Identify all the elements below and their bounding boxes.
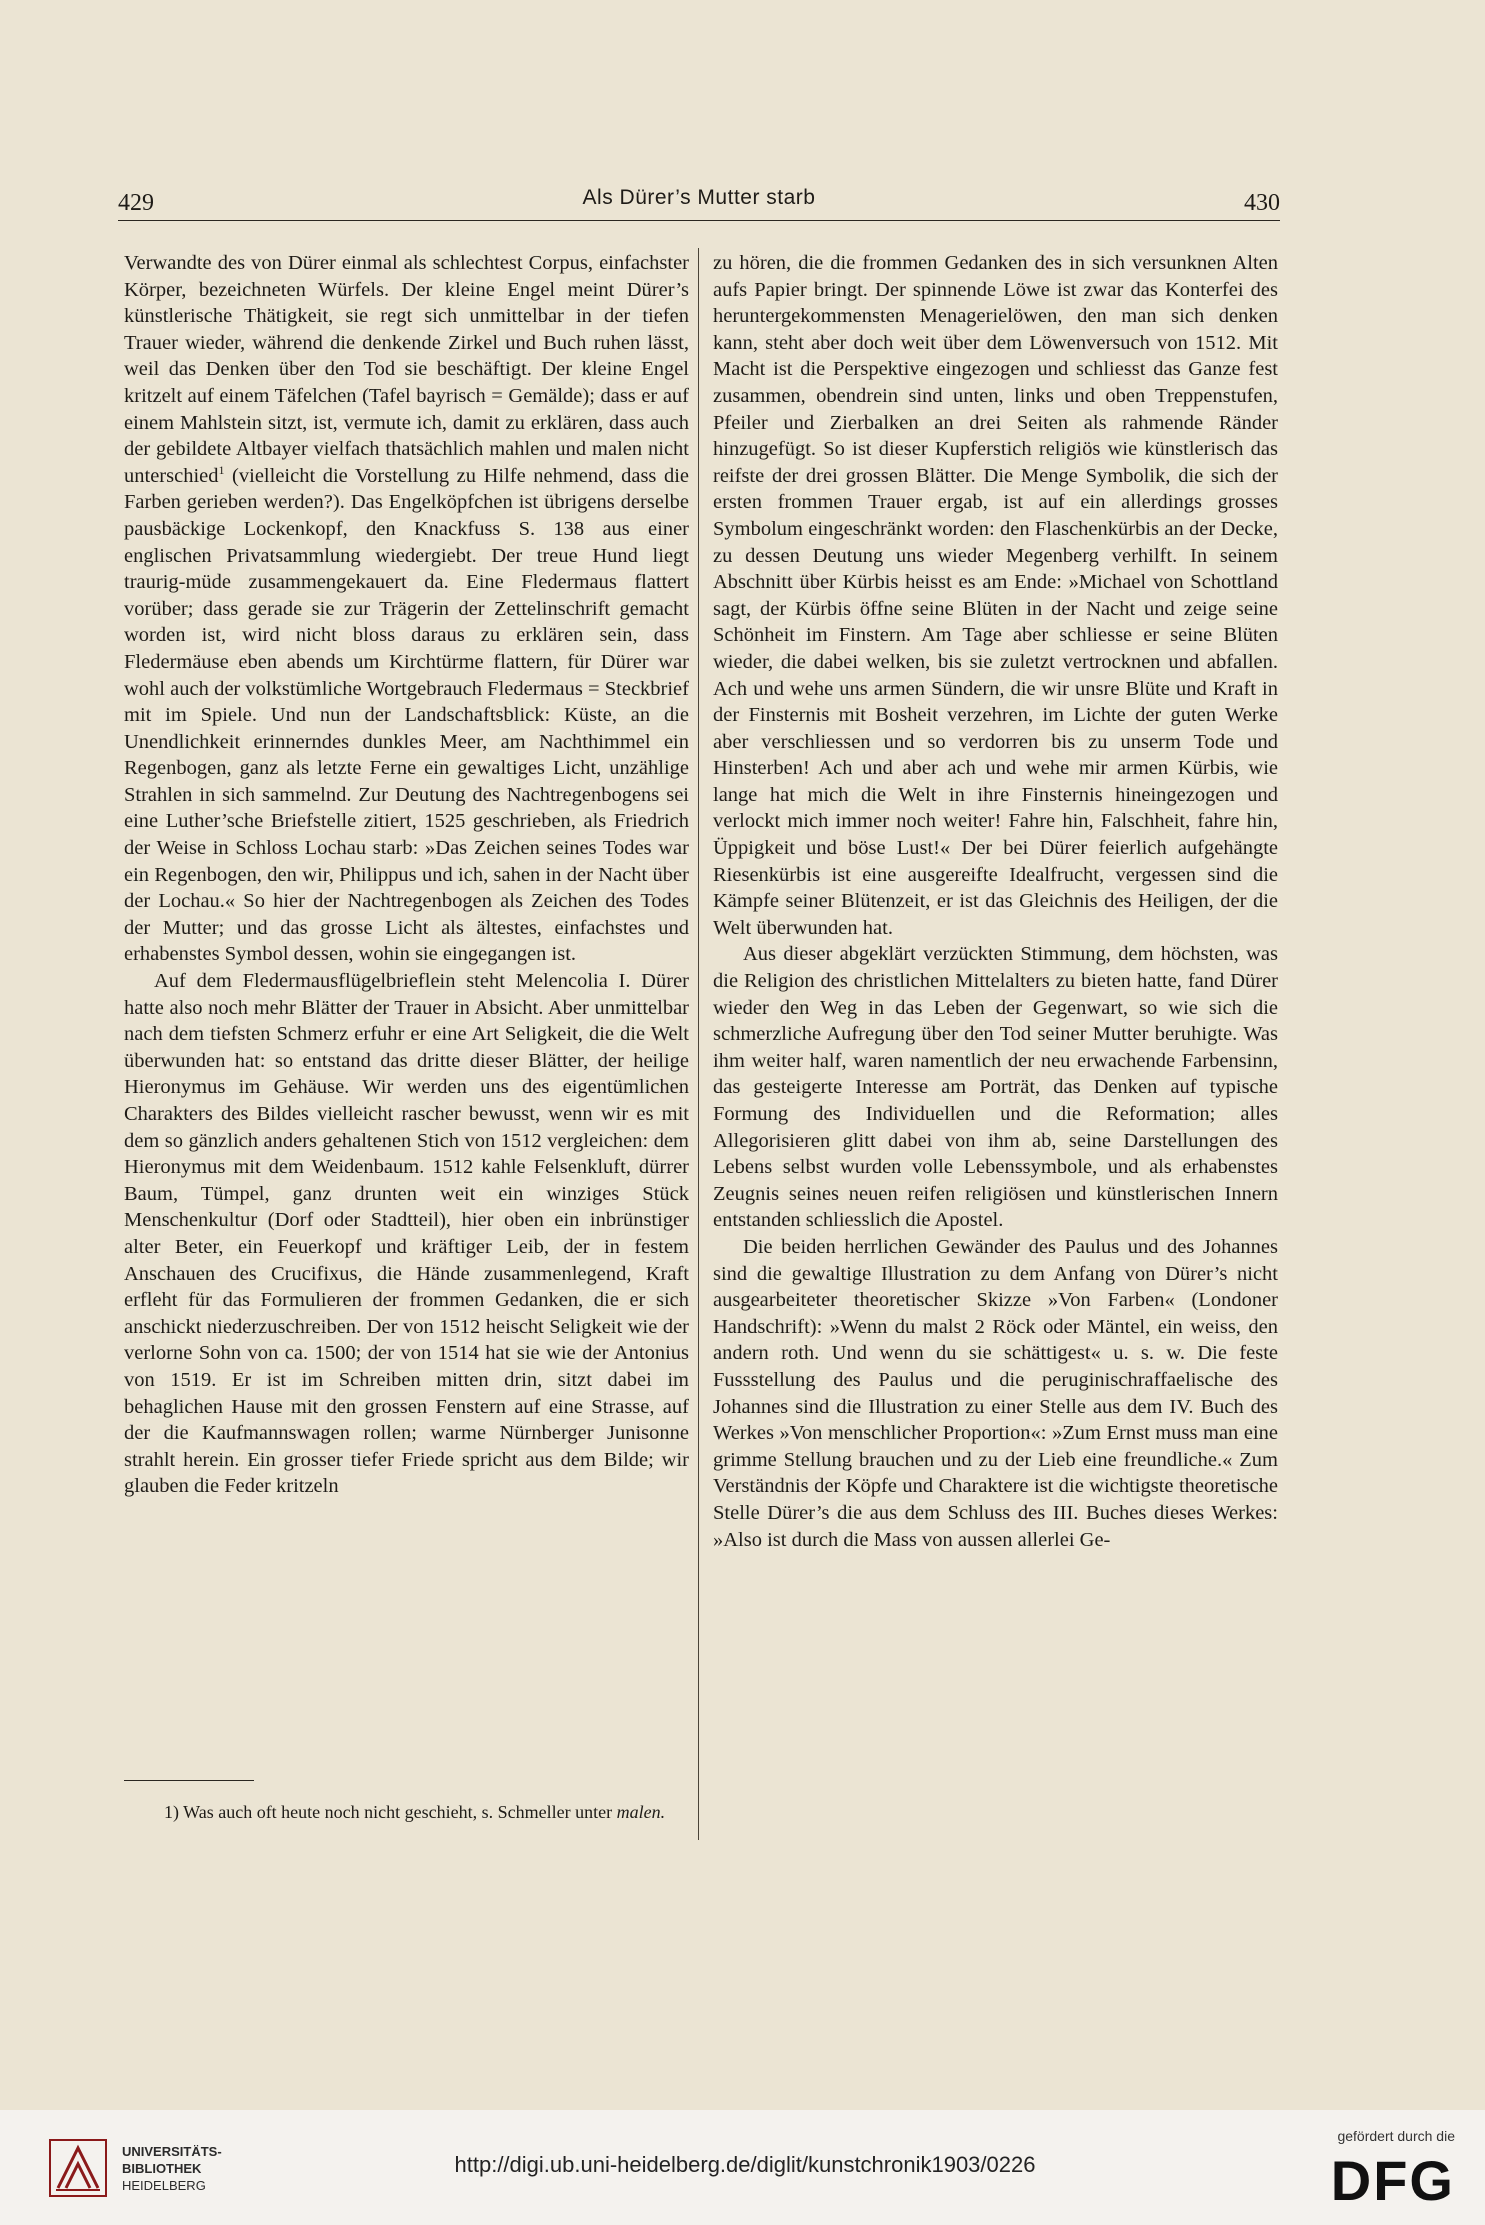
- page-number-left: 429: [118, 190, 154, 216]
- left-column: [124, 250, 689, 1500]
- dfg-logo: DFG: [1330, 2149, 1455, 2212]
- paragraph: Die beiden herrlichen Gewänder des Paulus und des Johannes sind die gewaltige Illustration zu dem Anfang von Dürer’s nicht ausgearbeiteter theoretischer Skizze »Von Farben« (Londoner Handschrift): »Wenn du malst 2 Röck oder Mäntel, ein weiss, den andern roth. Und wenn du sie schättigest« u. s. w. Die feste Fussstellung des Paulus und die peruginischraffaelische des Johannes sind die Illustration zu einer Stelle aus dem IV. Buch des Werkes »Von menschlicher Proportion«: »Zum Ernst muss man eine grimme Stellung brauchen und zu der Lieb eine freundliche.« Zum Verständnis der Köpfe und Charaktere ist die wichtigste theoretische Stelle Dürer’s die aus dem Schluss des III. Buches dieses Werkes: »Also ist durch die Mass von aussen allerlei Ge-: [713, 1235, 1278, 1551]
- footnote-rule: [124, 1780, 254, 1781]
- column-divider: [698, 248, 699, 1840]
- library-name-line: BIBLIOTHEK: [122, 2161, 202, 2176]
- paragraph-text: (vielleicht die Vorstellung zu Hilfe nehmend, dass die Farben gerieben werden?). Das Engelköpfchen ist übrigens derselbe pausbäckige Lockenkopf, den Knackfuss S. 138 aus einer englischen Privatsammlung wiedergiebt. Der treue Hund liegt traurig-müde zusammengekauert da. Eine Fledermaus flattert vorüber; dass gerade sie zur Trägerin der Zettelinschrift gemacht worden ist, wird nicht bloss daraus zu erklären sein, dass Fledermäuse eben abends um Kirchtürme flattern, für Dürer war wohl auch der volkstümliche Wortgebrauch Fledermaus = Steckbrief mit im Spiele. Und nun der Landschaftsblick: Küste, an die Unendlichkeit erinnerndes dunkles Meer, am Nachthimmel ein Regenbogen, ganz als letzte Ferne ein gewaltiges Licht, unzählige Strahlen in sich sammelnd. Zur Deutung des Nachtregenbogens sei eine Luther’sche Briefstelle zitiert, 1525 geschrieben, als Friedrich der Weise in Schloss Lochau starb: »Das Zeichen seines Todes war ein Regenbogen, den wir, Philippus und ich, sahen in der Nacht über der Lochau.« So hier der Nachtregenbogen als Zeichen des Todes der Mutter; und das grosse Licht als ältestes, einfachstes und erhabenstes Symbol dessen, wohin sie eingegangen ist.: [124, 464, 689, 966]
- paragraph: Auf dem Fledermausflügelbrieflein steht Melencolia I. Dürer hatte also noch mehr Blätter der Trauer in Absicht. Aber unmittelbar nach dem tiefsten Schmerz erfuhr er eine Art Seligkeit, die die Welt überwunden hat: so entstand das dritte dieser Blätter, der heilige Hieronymus im Gehäuse. Wir werden uns des eigentümlichen Charakters des Bildes vielleicht rascher bewusst, wenn wir es mit dem so gänzlich anders gehaltenen Stich von 1512 vergleichen: dem Hieronymus mit dem Weidenbaum. 1512 kahle Felsenkluft, dürrer Baum, Tümpel, ganz drunten weit ein winziges Stück Menschenkultur (Dorf oder Stadtteil), hier oben ein inbrünstiger alter Beter, ein Feuerkopf und kräftiger Leib, der in festem Anschauen des Crucifixus, die Hände zusammenlegend, Kraft erfleht für das Formulieren der frommen Gedanken, die er sich anschickt niederzuschreiben. Der von 1512 heischt Seligkeit wie der verlorne Sohn von ca. 1500; der von 1514 hat sie wie der Antonius von 1519. Er ist im Schreiben mitten drin, sitzt dabei im behaglichen Hause mit den grossen Fenstern auf eine Strasse, auf der die Kaufmannswagen rollen; warme Nürnberger Junisonne strahlt herein. Ein grosser tiefer Friede spricht aus dem Bilde; wir glauben die Feder kritzeln: [124, 970, 689, 1498]
- page-header: [118, 186, 1280, 221]
- paragraph: zu hören, die die frommen Gedanken des in sich versunknen Alten aufs Papier bringt. Der spinnende Löwe ist zwar das Konterfei des heruntergekommensten Menagerielöwen, den man sich denken kann, steht aber doch weit über dem Löwenversuch von 1512. Mit Macht ist die Perspektive eingezogen und schliesst das Ganze fest zusammen, obendrein sind unten, links und oben Treppenstufen, Pfeiler und Zierbalken an drei Seiten als rahmende Ränder hinzugefügt. So ist dieser Kupferstich religiös wie künstlerisch das reifste der drei grossen Blätter. Die Menge Symbolik, die sich der ersten frommen Trauer ergab, ist auf ein allerdings grosses Symbolum eingeschränkt worden: den Flaschenkürbis an der Decke, zu dessen Deutung uns wieder Megenberg verhilft. In seinem Abschnitt über Kürbis heisst es am Ende: »Michael von Schottland sagt, der Kürbis öffne seine Blüten in der Nacht und zeige seine Schönheit im Finstern. Am Tage aber schliesse er seine Blüten wieder, die dabei welken, bis sie zuletzt vertrocknen und abfallen. Ach und wehe uns armen Sündern, die wir unsre Blüte und Kraft in der Finsternis mit Bosheit verzehren, im Lichte der guten Werke aber verschliessen und so verdorren bis zu unserm Tode und Hinsterben! Ach und aber ach und wehe mir armen Kürbis, wie lange hat mich die Welt in ihre Finsternis hineingezogen und verlockt mich immer noch weiter! Fahre hin, Falschheit, fahre hin, Üppigkeit und böse Lust!« Der bei Dürer feierlich aufgehängte Riesenkürbis ist eine ausgereifte Idealfrucht, vergessen sind die Kämpfe seiner Blütenzeit, er ist das Gleichnis des Heiligen, der die Welt überwunden hat.: [713, 252, 1278, 939]
- paragraph-text: Verwandte des von Dürer einmal als schlechtest Corpus, einfachster Körper, bezeichneten Würfels. Der kleine Engel meint Dürer’s künstlerische Thätigkeit, sie regt sich unmittelbar in der tiefen Trauer wieder, während die denkende Zirkel und Buch ruhen lässt, weil das Denken über den Tod sie beschäftigt. Der kleine Engel kritzelt auf einem Täfelchen (Tafel bayrisch = Gemälde); dass er auf einem Mahlstein sitzt, ist, vermute ich, damit zu erklären, dass auch der gebildete Altbayer vielfach thatsächlich mahlen und malen nicht unterschied: [124, 252, 689, 487]
- funding-caption: gefördert durch die: [1337, 2128, 1455, 2144]
- paragraph: [124, 250, 689, 968]
- running-title: Als Dürer’s Mutter starb: [582, 186, 816, 209]
- page-number-right: 430: [1244, 190, 1280, 216]
- library-name-line: UNIVERSITÄTS-: [122, 2144, 222, 2159]
- paragraph: Aus dieser abgeklärt verzückten Stimmung, dem höchsten, was die Religion des christlichen Mittelalters zu bieten hatte, fand Dürer wieder den Weg in das Leben der Gegenwart, so wie sich die schmerzliche Aufregung über den Tod seiner Mutter beruhigte. Was ihm weiter half, waren namentlich der neu erwachende Farbensinn, das gesteigerte Interesse am Porträt, das Denken auf typische Formung des Individuellen und die Reformation; alles Allegorisieren glitt dabei von ihm ab, seine Darstellungen des Lebens selbst wurden volle Lebenssymbole, und als erhabenstes Zeugnis seines neuen reifen religiösen und künstlerischen Innern entstanden schliesslich die Apostel.: [713, 943, 1278, 1232]
- footnote-italic: malen.: [616, 1802, 666, 1822]
- footnote-ref: 1: [218, 462, 225, 477]
- footnote-text: 1) Was auch oft heute noch nicht geschieht, s. Schmeller unter: [164, 1802, 613, 1822]
- source-url-link[interactable]: http://digi.ub.uni-heidelberg.de/diglit/kunstchronik1903/0226: [454, 2152, 1036, 2177]
- right-column: [713, 250, 1278, 1553]
- library-name-line: HEIDELBERG: [122, 2178, 206, 2193]
- university-library-logo-icon: [48, 2138, 108, 2198]
- footnote: [124, 1800, 689, 1824]
- library-name: [122, 2143, 222, 2194]
